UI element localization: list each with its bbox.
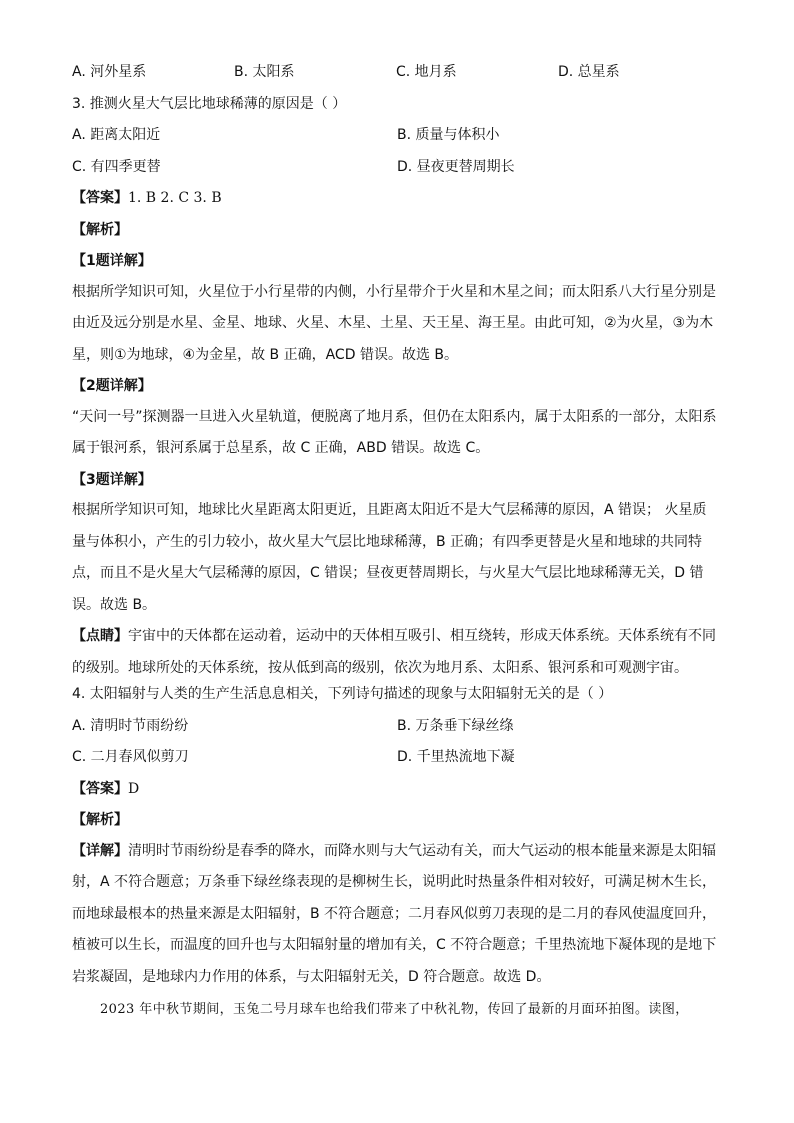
answer-block-1 bbox=[72, 188, 722, 208]
detail4-line: 射，A 不符合题意；万条垂下绿丝绦表现的是柳树生长，说明此时热量条件相对较好，可满足树木生长， bbox=[72, 874, 717, 890]
detail2-label: 【2题详解】 bbox=[72, 378, 152, 394]
q4-option-c: C. 二月春风似剪刀 bbox=[72, 749, 189, 765]
detail3-line: 点，而且不是火星大气层稀薄的原因，C 错误；昼夜更替周期长，与火星大气层比地球稀薄无关，D 错 bbox=[72, 565, 704, 581]
detail4-label: 【详解】 bbox=[72, 842, 128, 859]
detail3-line: 误。故选 B。 bbox=[72, 596, 157, 613]
document-body bbox=[72, 62, 722, 993]
detail4-line: 而地球最根本的热量来源是太阳辐射，B 不符合题意；二月春风似剪刀表现的是二月的春风使温度回升， bbox=[72, 905, 717, 922]
q2-option-a: A. 河外星系 bbox=[72, 64, 147, 80]
q2-options bbox=[72, 62, 722, 82]
tip-paragraph bbox=[72, 621, 722, 684]
detail3-label: 【3题详解】 bbox=[72, 471, 152, 488]
detail1-line: 星，则①为地球，④为金星，故 B 正确，ACD 错误。故选 B。 bbox=[72, 346, 458, 363]
q3-option-a: A. 距离太阳近 bbox=[72, 127, 161, 143]
q2-option-b: B. 太阳系 bbox=[234, 64, 295, 80]
tip-line: 的级别。地球所处的天体系统，按从低到高的级别，依次为地月系、太阳系、银河系和可观测宇宙。 bbox=[72, 659, 688, 676]
analysis-label: 【解析】 bbox=[72, 221, 128, 238]
answer-text: 1. B 2. C 3. B bbox=[128, 190, 222, 206]
q4-options-row2 bbox=[72, 747, 722, 767]
detail3-paragraph bbox=[72, 495, 722, 621]
detail1-line: 由近及远分别是水星、金星、地球、火星、木星、土星、天王星、海王星。由此可知，②为火星，③为木 bbox=[72, 315, 714, 331]
q3-option-b: B. 质量与体积小 bbox=[397, 127, 500, 143]
q4-option-b: B. 万条垂下绿丝绦 bbox=[397, 717, 514, 734]
tip-text: 宇宙中的天体都在运动着，运动中的天体相互吸引、相互绕转，形成天体系统。天体系统有不同 bbox=[128, 628, 716, 644]
detail3-line: 根据所学知识可知，地球比火星距离太阳更近，且距离太阳近不是大气层稀薄的原因，A 错误； 火星质 bbox=[72, 502, 707, 518]
answer-label: 【答案】 bbox=[72, 190, 128, 206]
q4-option-a: A. 清明时节雨纷纷 bbox=[72, 717, 189, 734]
detail3-line: 量与体积小，产生的引力较小，故火星大气层比地球稀薄，B 正确；有四季更替是火星和地球的共同特 bbox=[72, 533, 703, 550]
q4-option-d: D. 千里热流地下凝 bbox=[397, 749, 515, 765]
tip-label: 【点睛】 bbox=[72, 628, 128, 644]
detail4-line: 植被可以生长，而温度的回升也与太阳辐射量的增加有关，C 不符合题意；千里热流地下凝体现的是地下 bbox=[72, 937, 717, 953]
next-question-intro: 2023 年中秋节期间，玉兔二号月球车也给我们带来了中秋礼物，传回了最新的月面环拍图。读图， bbox=[100, 1002, 689, 1017]
detail1-line: 根据所学知识可知，火星位于小行星带的内侧，小行星带介于火星和木星之间；而太阳系八大行星分别是 bbox=[72, 283, 716, 300]
detail1-label: 【1题详解】 bbox=[72, 253, 152, 269]
detail4-paragraph bbox=[72, 836, 722, 994]
tip-line bbox=[72, 621, 722, 653]
answer-block-2 bbox=[72, 779, 722, 799]
q2-option-d: D. 总星系 bbox=[558, 64, 620, 80]
q3-options-row2 bbox=[72, 157, 722, 177]
analysis-label: 【解析】 bbox=[72, 812, 128, 828]
detail4-line: 岩浆凝固，是地球内力作用的体系，与太阳辐射无关，D 符合题意。故选 D。 bbox=[72, 968, 551, 985]
detail1-paragraph bbox=[72, 277, 722, 372]
q4-stem: 4. 太阳辐射与人类的生产生活息息相关，下列诗句描述的现象与太阳辐射无关的是（ ） bbox=[72, 686, 613, 702]
q3-option-d: D. 昼夜更替周期长 bbox=[397, 158, 515, 175]
q3-options-row1 bbox=[72, 125, 722, 145]
detail4-line bbox=[72, 836, 722, 868]
detail2-line: “天问一号”探测器一旦进入火星轨道，便脱离了地月系，但仍在太阳系内，属于太阳系的一部分，太阳系 bbox=[72, 408, 717, 425]
q2-option-c: C. 地月系 bbox=[396, 64, 457, 80]
q4-options-row1 bbox=[72, 716, 722, 736]
detail2-paragraph bbox=[72, 402, 722, 465]
detail4-text: 清明时节雨纷纷是春季的降水，而降水则与大气运动有关，而大气运动的根本能量来源是太阳辐 bbox=[128, 842, 716, 859]
q3-stem: 3. 推测火星大气层比地球稀薄的原因是（ ） bbox=[72, 95, 347, 112]
answer-label: 【答案】 bbox=[72, 780, 128, 797]
detail2-line: 属于银河系，银河系属于总星系，故 C 正确，ABD 错误。故选 C。 bbox=[72, 440, 490, 456]
answer-text: D bbox=[128, 780, 140, 797]
q3-option-c: C. 有四季更替 bbox=[72, 158, 161, 175]
